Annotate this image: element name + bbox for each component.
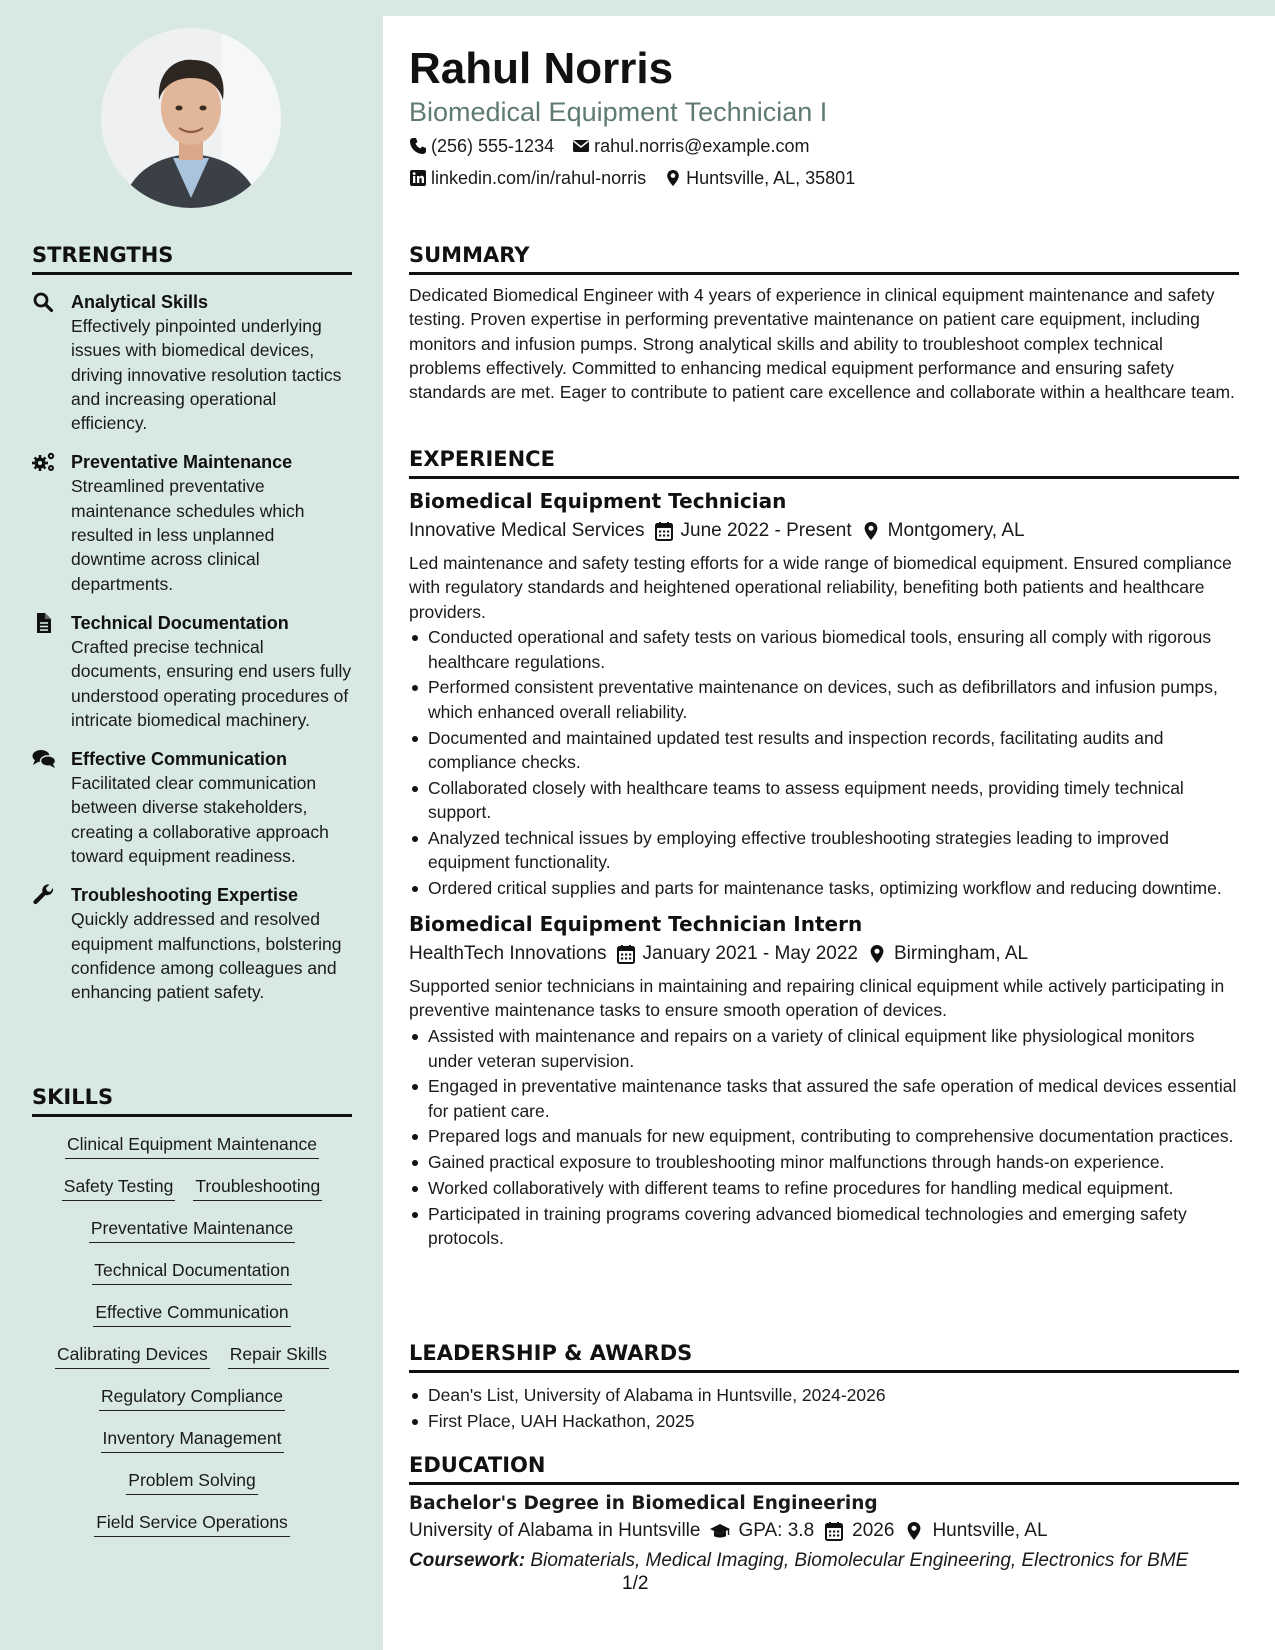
- calendar-icon: [617, 944, 635, 964]
- skill-tag: Preventative Maintenance: [89, 1214, 295, 1243]
- list-item: Participated in training programs covering advanced biomedical technologies and emerging safety protocols.: [409, 1202, 1239, 1251]
- company-name: Innovative Medical Services: [409, 520, 645, 541]
- education-section: [409, 1452, 1239, 1575]
- linkedin-text: linkedin.com/in/rahul-norris: [431, 168, 647, 188]
- strength-description: Effectively pinpointed underlying issues with biomedical devices, driving innovative resolution tactics and increasing operational efficiency.: [71, 316, 342, 434]
- skill-tag: Inventory Management: [101, 1424, 284, 1453]
- coursework-text: Biomaterials, Medical Imaging, Biomolecular Engineering, Electronics for BME: [530, 1550, 1189, 1571]
- strength-description: Crafted precise technical documents, ensuring end users fully understood operating procedures of intricate biomedical machinery.: [71, 636, 352, 730]
- strength-item: [32, 450, 352, 595]
- list-item: Performed consistent preventative maintenance on devices, such as defibrillators and infusion pumps, which enhanced overall reliability.: [409, 675, 1239, 724]
- envelope-icon: [572, 137, 590, 155]
- list-item: Conducted operational and safety tests on various biomedical tools, ensuring all comply with rigorous healthcare regulations.: [409, 625, 1239, 674]
- map-pin-icon: [664, 169, 682, 187]
- skill-row: [32, 1466, 352, 1495]
- location-text: Huntsville, AL, 35801: [686, 168, 856, 188]
- awards-section: [409, 1340, 1239, 1433]
- degree-title: Bachelor's Degree in Biomedical Engineering: [409, 1493, 878, 1514]
- strength-item: [32, 883, 352, 1004]
- list-item: Worked collaboratively with different teams to refine procedures for handling medical equipment.: [409, 1176, 1239, 1200]
- map-pin-icon: [868, 944, 886, 964]
- list-item: Analyzed technical issues by employing effective troubleshooting strategies leading to improved equipment functionality.: [409, 826, 1239, 875]
- strength-item: [32, 747, 352, 868]
- education-title: EDUCATION: [409, 1452, 1239, 1485]
- skill-tag: Troubleshooting: [193, 1172, 322, 1201]
- dates-text: June 2022 - Present: [680, 520, 852, 541]
- skill-tag: Safety Testing: [62, 1172, 176, 1201]
- strength-title: Effective Communication: [71, 749, 288, 770]
- email-text: rahul.norris@example.com: [594, 136, 810, 156]
- skill-row: [32, 1130, 352, 1159]
- skill-tag: Repair Skills: [228, 1340, 329, 1369]
- job-description: Supported senior technicians in maintaining and repairing clinical equipment while actively participating in preventive maintenance tasks to ensure smooth operation of devices.: [409, 976, 1225, 1021]
- location-text: Birmingham, AL: [893, 943, 1029, 965]
- skill-tag: Field Service Operations: [94, 1508, 290, 1537]
- list-item: Prepared logs and manuals for new equipment, contributing to comprehensive documentation practices.: [409, 1124, 1239, 1148]
- strength-item: [32, 290, 352, 435]
- wrench-icon: [32, 884, 56, 906]
- contact-row: [409, 134, 809, 158]
- list-item: Collaborated closely with healthcare teams to assess equipment needs, providing timely technical support.: [409, 776, 1239, 825]
- job-bullets: [409, 1024, 1239, 1250]
- awards-title: LEADERSHIP & AWARDS: [409, 1340, 1239, 1373]
- calendar-icon: [824, 1521, 844, 1541]
- summary-title: SUMMARY: [409, 242, 1239, 275]
- job-headline: Biomedical Equipment Technician I: [409, 97, 828, 127]
- phone-text: (256) 555-1234: [431, 136, 555, 156]
- linkedin-contact[interactable]: [409, 166, 646, 190]
- linkedin-icon: [409, 169, 427, 187]
- phone-icon: [409, 137, 427, 155]
- job-location: [868, 940, 1028, 968]
- list-item: Engaged in preventative maintenance tasks that assured the safe operation of medical devices essential for patient care.: [409, 1074, 1239, 1123]
- skill-tag: Problem Solving: [126, 1466, 257, 1495]
- email-contact[interactable]: [572, 134, 809, 158]
- skills-section: [32, 1084, 352, 1537]
- location-contact: [664, 166, 855, 190]
- gpa: [710, 1517, 814, 1545]
- skill-row: [32, 1298, 352, 1327]
- phone-contact[interactable]: [409, 134, 554, 158]
- graduation-year: [824, 1517, 894, 1545]
- list-item: First Place, UAH Hackathon, 2025: [409, 1409, 1239, 1433]
- document-icon: [32, 612, 56, 634]
- school-name: University of Alabama in Huntsville: [409, 1520, 701, 1541]
- strength-description: Facilitated clear communication between diverse stakeholders, creating a collaborative approach toward equipment readiness.: [71, 773, 329, 867]
- skills-title: SKILLS: [32, 1084, 352, 1117]
- year-text: 2026: [852, 1520, 895, 1541]
- job-location: [862, 517, 1025, 545]
- job-meta: [409, 940, 1239, 968]
- awards-list: [409, 1383, 1239, 1433]
- map-pin-icon: [862, 521, 880, 541]
- top-accent-strip: [383, 0, 1275, 16]
- job-title: Biomedical Equipment Technician: [409, 489, 787, 513]
- strengths-title: STRENGTHS: [32, 242, 352, 275]
- summary-text: Dedicated Biomedical Engineer with 4 years of experience in clinical equipment maintenance and safety testing. Proven expertise in performing preventative maintenance on patient care equipment, including monitors and infusion pumps. Strong analytical skills and ability to troubleshoot complex technical problems effectively. Committed to enhancing medical equipment performance and ensuring safety standards are met. Eager to contribute to patient care excellence and collaborate within a healthcare team.: [409, 285, 1235, 403]
- list-item: Ordered critical supplies and parts for maintenance tasks, optimizing workflow and reducing downtime.: [409, 876, 1239, 900]
- company-name: HealthTech Innovations: [409, 943, 607, 965]
- skill-row: [32, 1508, 352, 1537]
- skill-tag: Calibrating Devices: [55, 1340, 210, 1369]
- graduation-cap-icon: [710, 1521, 730, 1541]
- coursework: [409, 1547, 1239, 1575]
- list-item: Dean's List, University of Alabama in Huntsville, 2024-2026: [409, 1383, 1239, 1407]
- summary-section: [409, 242, 1239, 404]
- skill-tag: Regulatory Compliance: [99, 1382, 285, 1411]
- location-text: Huntsville, AL: [932, 1520, 1048, 1541]
- job-entry: [409, 487, 1239, 900]
- strength-description: Streamlined preventative maintenance schedules which resulted in less unplanned downtime across clinical departments.: [71, 476, 305, 594]
- job-entry: [409, 910, 1239, 1250]
- dates-text: January 2021 - May 2022: [642, 943, 858, 965]
- education-location: [904, 1517, 1047, 1545]
- experience-title: EXPERIENCE: [409, 446, 1239, 479]
- job-dates: [617, 940, 858, 968]
- skill-tag: Effective Communication: [93, 1298, 290, 1327]
- location-text: Montgomery, AL: [887, 520, 1025, 541]
- job-meta: [409, 517, 1239, 545]
- strength-title: Troubleshooting Expertise: [71, 885, 299, 906]
- skill-row: [32, 1172, 352, 1201]
- search-icon: [32, 291, 56, 313]
- coursework-label: Coursework:: [409, 1550, 526, 1571]
- list-item: Assisted with maintenance and repairs on a variety of clinical equipment like physiological monitors under veteran supervision.: [409, 1024, 1239, 1073]
- skill-row: [32, 1382, 352, 1411]
- experience-section: [409, 446, 1239, 1250]
- skill-row: [32, 1214, 352, 1243]
- chat-icon: [32, 748, 56, 770]
- strength-title: Analytical Skills: [71, 292, 209, 312]
- calendar-icon: [655, 521, 673, 541]
- job-title: Biomedical Equipment Technician Intern: [409, 912, 863, 937]
- job-dates: [655, 517, 852, 545]
- page-number: 1/2: [622, 1573, 649, 1594]
- strength-description: Quickly addressed and resolved equipment malfunctions, bolstering confidence among colleagues and enhancing patient safety.: [71, 909, 342, 1003]
- map-pin-icon: [904, 1521, 924, 1541]
- contact-row: [409, 166, 855, 190]
- job-bullets: [409, 625, 1239, 900]
- strength-title: Technical Documentation: [71, 612, 289, 633]
- strength-item: [32, 611, 352, 732]
- profile-photo: [101, 28, 281, 208]
- skill-row: [32, 1424, 352, 1453]
- list-item: Documented and maintained updated test results and inspection records, facilitating audits and compliance checks.: [409, 726, 1239, 775]
- candidate-name: Rahul Norris: [409, 44, 674, 93]
- gears-icon: [32, 451, 56, 473]
- skill-row: [32, 1256, 352, 1285]
- job-description: Led maintenance and safety testing efforts for a wide range of biomedical equipment. Ensured compliance with regulatory standards and heightened operational reliability, benefiting both patients and healthcare providers.: [409, 553, 1232, 622]
- skill-tag: Clinical Equipment Maintenance: [65, 1130, 319, 1159]
- skill-tag: Technical Documentation: [92, 1256, 292, 1285]
- skill-row: [32, 1340, 352, 1369]
- list-item: Gained practical exposure to troubleshooting minor malfunctions through hands-on experience.: [409, 1150, 1239, 1174]
- strengths-section: [32, 242, 352, 1005]
- gpa-text: GPA: 3.8: [738, 1520, 815, 1541]
- strength-title: Preventative Maintenance: [71, 452, 293, 473]
- education-meta: [409, 1517, 1239, 1545]
